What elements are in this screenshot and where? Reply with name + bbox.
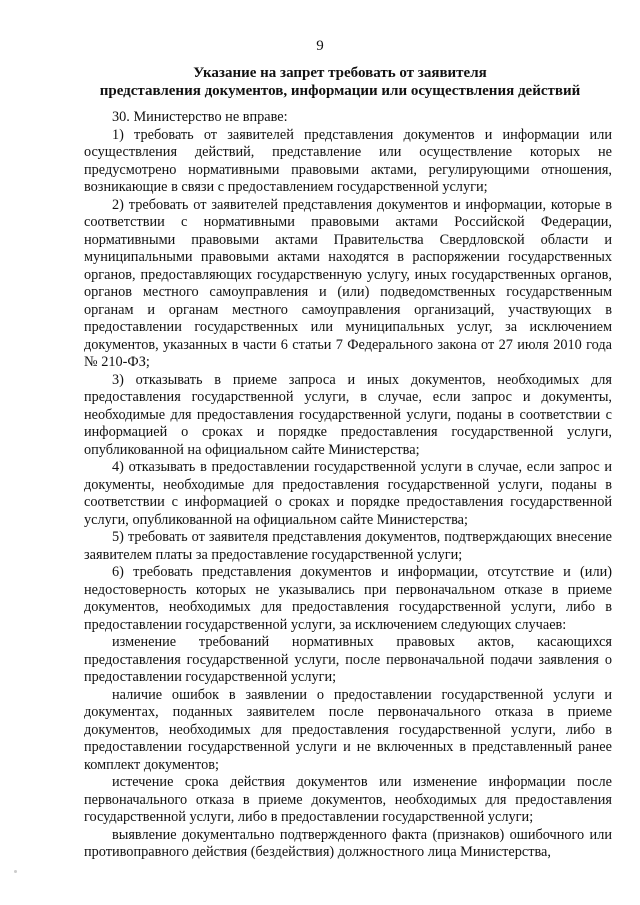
section-heading-line-1: Указание на запрет требовать от заявителя (193, 65, 487, 81)
paragraph-item-3: 3) отказывать в приеме запроса и иных документов, необходимых для предоставления государственной услуги, в случае, если запрос и документы, необходимые для предоставления государственной услуги, поданы в соответствии с информацией о сроках и порядке предоставления государственной услуги, опубликованной на официальном сайте Министерства; (84, 371, 612, 458)
section-heading (60, 64, 620, 100)
paragraph-intro: 30. Министерство не вправе: (112, 109, 288, 125)
paragraph-item-1: 1) требовать от заявителей представления документов и информации или осуществления действий, представление или осуществление которых не предусмотрено нормативными правовыми актами, регулирующими отношения, возникающие в связи с предоставлением государственной услуги; (84, 126, 612, 195)
paragraph-item-6: 6) требовать представления документов и информации, отсутствие и (или) недостоверность которых не указывались при первоначальном отказе в приеме документов, необходимых для предоставления государственной услуги, либо в предоставлении государственной услуги, за исключением следующих случаев: (84, 564, 612, 633)
page-number: 9 (316, 38, 324, 54)
paragraph-exception-3: истечение срока действия документов или изменение информации после первоначального отказа в приеме документов, необходимых для предоставления государственной услуги, либо в предоставлении государственной услуги; (84, 774, 612, 825)
body-text (84, 109, 612, 862)
paragraph-item-5: 5) требовать от заявителя представления документов, подтверждающих внесение заявителем платы за предоставление государственной услуги; (84, 529, 612, 563)
paragraph-exception-2: наличие ошибок в заявлении о предоставлении государственной услуги и документах, поданных заявителем после первоначального отказа в приеме документов, необходимых для предоставления государственной услуги, либо в предоставлении государственной услуги и не включенных в представленный ранее комплект документов; (84, 686, 612, 773)
paragraph-exception-1: изменение требований нормативных правовых актов, касающихся предоставления государственной услуги, после первоначальной подачи заявления о предоставлении государственной услуги; (84, 634, 612, 685)
paragraph-item-2: 2) требовать от заявителей представления документов и информации, которые в соответствии с нормативными правовыми актами Российской Федерации, нормативными правовыми актами Правительства Свердловской области и муниципальными правовыми актами находятся в распоряжении государственных органов, предоставляющих государственную услугу, иных государственных органов, органов местного самоуправления и (или) подведомственных государственным органам и органам местного самоуправления организаций, участвующих в предоставлении государственных или муниципальных услуг, за исключением документов, указанных в части 6 статьи 7 Федерального закона от 27 июля 2010 года № 210-ФЗ; (84, 196, 612, 370)
margin-speck (14, 870, 17, 873)
paragraph-item-4: 4) отказывать в предоставлении государственной услуги в случае, если запрос и документы, необходимые для предоставления государственной услуги, поданы в соответствии с информацией о сроках и порядке предоставления государственной услуги, опубликованной на официальном сайте Министерства; (84, 459, 612, 528)
section-heading-line-2: представления документов, информации или осуществления действий (99, 83, 581, 99)
paragraph-exception-4: выявление документально подтвержденного факта (признаков) ошибочного или противоправного действия (бездействия) должностного лица Министерства, (84, 826, 612, 860)
